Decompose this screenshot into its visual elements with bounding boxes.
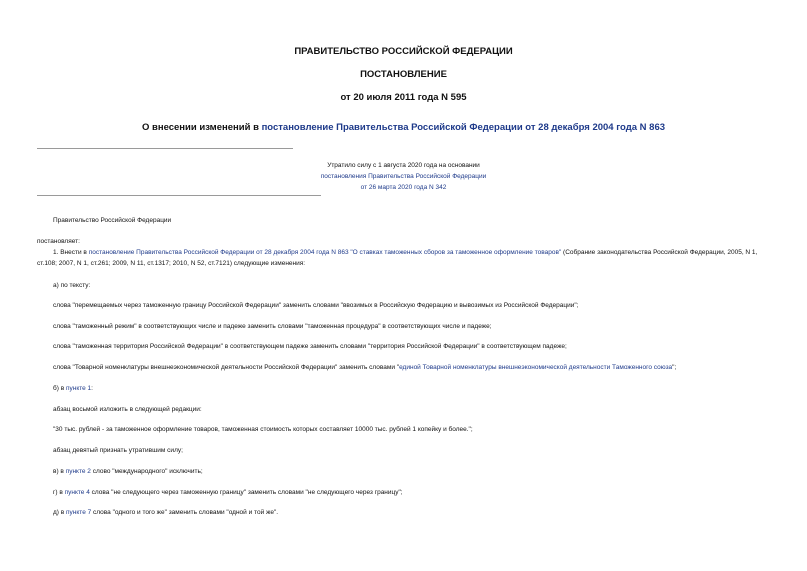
document-title — [0, 122, 807, 133]
item-b-clause-3: абзац девятый признать утратившим силу; — [53, 447, 183, 454]
item-v-paragraph — [53, 466, 203, 477]
item-1-prefix: 1. Внести в — [53, 249, 89, 256]
government-paragraph: Правительство Российской Федерации — [53, 217, 172, 224]
point-4-link[interactable]: пункте 4 — [64, 489, 90, 496]
repeal-note-link-line — [0, 171, 807, 183]
issuing-authority: ПРАВИТЕЛЬСТВО РОССИЙСКОЙ ФЕДЕРАЦИИ — [294, 46, 513, 57]
item-a-clause-1: слова "перемещаемых через таможенную границу Российской Федерации" заменить словами "ввозимых в Российскую Федерацию и вывозимых из Российской Федерации"; — [53, 302, 579, 309]
item-v-prefix: в) в — [53, 468, 66, 475]
item-b-suffix: : — [91, 385, 93, 392]
repeal-decree-date-link[interactable]: от 26 марта 2020 года N 342 — [360, 184, 447, 191]
clause-4-prefix: слова "Товарной номенклатуры внешнеэкономической деятельности Российской Федерации" заменить словами " — [53, 364, 400, 371]
item-v-suffix: слово "международного" исключить; — [90, 468, 203, 475]
item-a-heading: а) по тексту: — [53, 282, 91, 289]
repeal-decree-link[interactable]: постановления Правительства Российской Федерации — [320, 173, 487, 180]
title-prefix: О внесении изменений в — [141, 122, 262, 133]
item-g-suffix: слова "не следующего через таможенную границу" заменить словами "не следующего через границу"; — [89, 489, 403, 496]
repeal-note-link-line — [0, 182, 807, 194]
point-1-link[interactable]: пункте 1 — [65, 385, 92, 392]
item-a-clause-2: слова "таможенный режим" в соответствующих числе и падеже заменить словами "таможенная процедура" в соответствующих числе и падеже; — [53, 323, 492, 330]
note-divider — [37, 195, 321, 196]
item-d-prefix: д) в — [53, 509, 67, 516]
item-g-paragraph — [53, 487, 403, 498]
item-a-clause-3: слова "таможенная территория Российской Федерации" в соответствующем падеже заменить словами "территория Российской Федерации" в соответствующем падеже; — [53, 343, 567, 350]
item-b-clause-1: абзац восьмой изложить в следующей редакции: — [53, 406, 202, 413]
item-a-clause-4 — [53, 362, 676, 373]
point-2-link[interactable]: пункте 2 — [65, 468, 91, 475]
item-d-paragraph — [53, 507, 278, 518]
clause-4-suffix: "; — [672, 364, 677, 371]
item-d-suffix: слова "одного и того же" заменить словами "одной и той же". — [91, 509, 279, 516]
item-1-paragraph — [37, 247, 770, 269]
eaeu-nomenclature-link[interactable]: единой Товарной номенклатуры внешнеэкономической деятельности Таможенного союза — [399, 364, 673, 371]
item-b-clause-2: "30 тыс. рублей - за таможенное оформление товаров, таможенная стоимость которых составляет 10000 тыс. рублей 1 копейку и более."; — [53, 426, 473, 433]
resolves-paragraph: постановляет: — [37, 238, 80, 245]
document-date-number: от 20 июля 2011 года N 595 — [340, 92, 467, 103]
repeal-note-line: Утратило силу с 1 августа 2020 года на основании — [327, 162, 480, 169]
document-type: ПОСТАНОВЛЕНИЕ — [360, 69, 447, 80]
item-1-decree-link[interactable]: постановление Правительства Российской Федерации от 28 декабря 2004 года N 863 "О ставках таможенных сборов за таможенное оформление товаров" — [88, 249, 562, 256]
item-b-prefix: б) в — [53, 385, 66, 392]
item-b-heading — [53, 383, 93, 394]
top-divider — [37, 148, 293, 149]
title-amended-decree-link[interactable]: постановление Правительства Российской Федерации от 28 декабря 2004 года N 863 — [261, 122, 666, 133]
item-1-suffix: (Собрание законодательства Российской Федерации, 2005, N 1, ст.108; 2007, N 1, ст.261; 2009, N 11, ст.1317; 2010, N 52, ст.7121) следующие изменения: — [37, 249, 758, 267]
point-7-link[interactable]: пункте 7 — [66, 509, 92, 516]
item-g-prefix: г) в — [53, 489, 65, 496]
